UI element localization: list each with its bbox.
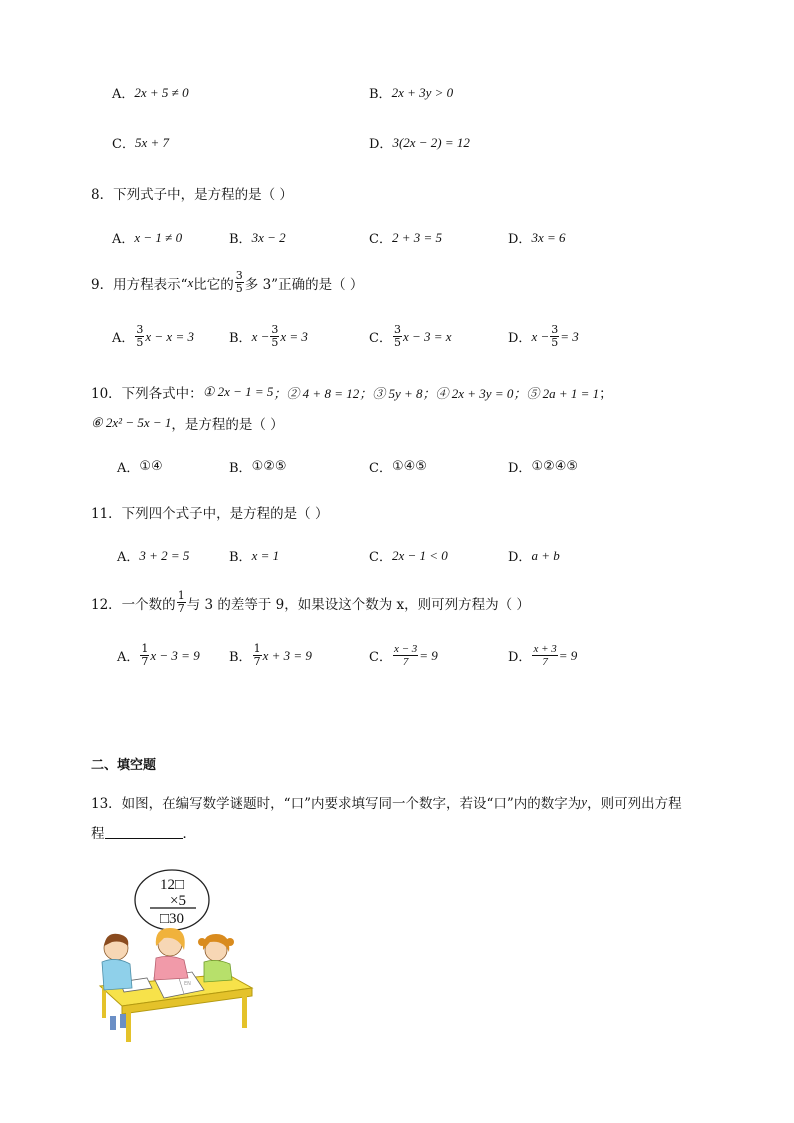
option-expr: 3x − 2 bbox=[251, 229, 286, 245]
fraction bbox=[235, 270, 244, 295]
stem-text: ，是方程的是（ ） bbox=[171, 417, 284, 433]
fraction bbox=[270, 324, 279, 349]
option-label: B． bbox=[229, 461, 252, 476]
q12-option-d[interactable] bbox=[508, 643, 577, 668]
fraction bbox=[177, 590, 186, 615]
q7-option-d[interactable] bbox=[369, 133, 470, 152]
option-expr: = 3 bbox=[560, 328, 579, 344]
formula-2: ；② 4 + 8 = 12 bbox=[273, 385, 360, 401]
q9-option-b[interactable] bbox=[229, 324, 308, 349]
fraction-numerator: x − 3 bbox=[393, 643, 418, 655]
option-label: C． bbox=[369, 232, 392, 247]
option-expr: x − 3 = x bbox=[402, 328, 452, 344]
option-expr: = 9 bbox=[419, 647, 438, 663]
stem-text: 多 3”正确的是（ ） bbox=[244, 276, 364, 293]
fraction-denominator: 7 bbox=[253, 655, 261, 668]
fraction-denominator: 7 bbox=[141, 655, 149, 668]
q11-stem: 11．下列四个式子中，是方程的是（ ） bbox=[91, 506, 329, 522]
option-label: B． bbox=[229, 331, 252, 346]
option-expr: ①②④⑤ bbox=[531, 459, 579, 474]
option-expr: x = 1 bbox=[251, 547, 280, 563]
option-label: B． bbox=[229, 550, 252, 565]
speech-bubble bbox=[135, 870, 209, 930]
q10-option-a[interactable] bbox=[117, 457, 163, 476]
option-expr: 3(2x − 2) = 12 bbox=[392, 134, 470, 150]
q10-stem-line1 bbox=[91, 382, 613, 402]
q12-option-c[interactable] bbox=[369, 643, 438, 668]
q10-option-c[interactable] bbox=[369, 457, 427, 476]
stem-text: ． bbox=[182, 826, 196, 842]
q9-option-d[interactable] bbox=[508, 324, 579, 349]
fraction-numerator: 1 bbox=[177, 589, 185, 602]
stem-var: y bbox=[581, 794, 588, 809]
puzzle-bottom: □30 bbox=[159, 911, 185, 927]
fraction bbox=[393, 324, 402, 349]
formula-4: ；④ 2x + 3y = 0 bbox=[422, 385, 514, 401]
q8-option-a[interactable] bbox=[112, 228, 182, 247]
option-label: A． bbox=[112, 232, 135, 247]
fraction-denominator: 7 bbox=[177, 602, 185, 615]
q9-option-c[interactable] bbox=[369, 324, 452, 349]
q10-stem-line2 bbox=[91, 413, 284, 433]
fraction-numerator: 3 bbox=[271, 323, 279, 336]
option-expr: ①④⑤ bbox=[391, 459, 427, 474]
option-expr: x − 1 ≠ 0 bbox=[134, 229, 183, 245]
stem-text: 10．下列各式中： bbox=[91, 386, 203, 402]
fraction bbox=[550, 324, 559, 349]
fraction-numerator: 1 bbox=[141, 642, 149, 655]
option-expr: 2x + 3y > 0 bbox=[391, 84, 454, 100]
option-label: D． bbox=[369, 137, 393, 152]
option-label: D． bbox=[508, 331, 532, 346]
fraction-denominator: 5 bbox=[551, 336, 559, 349]
option-label: C． bbox=[369, 461, 392, 476]
q9-stem bbox=[91, 270, 363, 295]
fraction bbox=[135, 324, 144, 349]
option-label: C． bbox=[369, 550, 392, 565]
child-right bbox=[198, 934, 234, 982]
puzzle-mid: ×5 bbox=[170, 893, 186, 909]
q11-option-c[interactable] bbox=[369, 546, 448, 565]
fraction-denominator: 7 bbox=[542, 656, 548, 668]
stem-text: 比它的 bbox=[193, 276, 234, 293]
stem-text: 与 3 的差等于 9，如果设这个数为 x，则可列方程为（ ） bbox=[186, 596, 530, 613]
q10-option-b[interactable] bbox=[229, 457, 287, 476]
option-expr: 2x − 1 < 0 bbox=[391, 547, 448, 563]
option-label: D． bbox=[508, 650, 532, 665]
option-label: B． bbox=[229, 650, 252, 665]
option-label: A． bbox=[112, 87, 135, 102]
q7-option-a[interactable] bbox=[112, 83, 189, 102]
stem-text: 程 bbox=[91, 826, 105, 842]
fraction-denominator: 5 bbox=[235, 282, 243, 295]
option-label: B． bbox=[369, 87, 392, 102]
fraction-numerator: 3 bbox=[393, 323, 401, 336]
q12-stem bbox=[91, 590, 530, 615]
fraction-denominator: 5 bbox=[271, 336, 279, 349]
fraction-numerator: x + 3 bbox=[533, 643, 557, 655]
q7-option-b[interactable] bbox=[369, 83, 453, 102]
fraction-numerator: 3 bbox=[235, 269, 243, 282]
option-expr: 3x = 6 bbox=[531, 229, 566, 245]
option-label: A． bbox=[117, 550, 140, 565]
option-expr: ①②⑤ bbox=[251, 459, 287, 474]
section-heading: 二、填空题 bbox=[91, 758, 157, 773]
option-expr: ①④ bbox=[139, 459, 163, 474]
fraction bbox=[532, 643, 557, 668]
option-expr: a + b bbox=[531, 547, 560, 563]
q8-option-d[interactable] bbox=[508, 228, 565, 247]
formula-5: ；⑤ 2a + 1 = 1 bbox=[513, 385, 600, 401]
q8-option-b[interactable] bbox=[229, 228, 286, 247]
fraction-denominator: 7 bbox=[402, 656, 409, 668]
option-pre: x − bbox=[251, 328, 270, 344]
fraction bbox=[140, 643, 149, 668]
q12-option-b[interactable] bbox=[229, 643, 312, 668]
option-label: A． bbox=[117, 461, 140, 476]
formula-1: ① 2x − 1 = 5 bbox=[202, 384, 274, 399]
option-expr: 3 + 2 = 5 bbox=[139, 547, 190, 563]
q7-option-c[interactable] bbox=[112, 133, 169, 152]
formula-6: ⑥ 2x² − 5x − 1 bbox=[91, 415, 172, 430]
option-label: B． bbox=[229, 232, 252, 247]
q11-option-d[interactable] bbox=[508, 546, 560, 565]
option-label: C． bbox=[369, 650, 392, 665]
answer-blank[interactable] bbox=[105, 826, 183, 839]
option-label: A． bbox=[112, 331, 135, 346]
book-label: EN bbox=[184, 981, 191, 987]
fraction-numerator: 3 bbox=[136, 323, 144, 336]
option-label: C． bbox=[369, 331, 392, 346]
option-expr: 2 + 3 = 5 bbox=[391, 229, 442, 245]
q8-stem: 8．下列式子中，是方程的是（ ） bbox=[91, 187, 293, 203]
option-expr: 2x + 5 ≠ 0 bbox=[134, 84, 189, 100]
q8-option-c[interactable] bbox=[369, 228, 442, 247]
puzzle-top: 12□ bbox=[159, 877, 185, 893]
child-middle bbox=[154, 928, 188, 980]
fraction bbox=[393, 643, 418, 668]
q9-option-a[interactable] bbox=[112, 324, 194, 349]
option-pre: x − bbox=[531, 328, 550, 344]
stem-var: x bbox=[187, 274, 194, 290]
option-expr: 5x + 7 bbox=[134, 134, 169, 150]
fraction-denominator: 5 bbox=[393, 336, 401, 349]
option-label: D． bbox=[508, 461, 532, 476]
q13-stem-line1 bbox=[91, 792, 682, 812]
fraction-numerator: 1 bbox=[253, 642, 261, 655]
fraction-numerator: 3 bbox=[551, 323, 559, 336]
q10-option-d[interactable] bbox=[508, 457, 578, 476]
separator: ； bbox=[599, 386, 613, 402]
q11-option-a[interactable] bbox=[117, 546, 189, 565]
fraction-denominator: 5 bbox=[136, 336, 144, 349]
q13-stem-line2 bbox=[91, 822, 196, 842]
option-label: C． bbox=[112, 137, 135, 152]
formula-3: ；③ 5y + 8 bbox=[359, 385, 423, 401]
stem-text: 12．一个数的 bbox=[91, 596, 176, 613]
stem-text: ，则可列出方程 bbox=[587, 796, 682, 812]
option-expr: x − 3 = 9 bbox=[150, 647, 200, 663]
option-expr: x + 3 = 9 bbox=[262, 647, 312, 663]
option-label: D． bbox=[508, 550, 532, 565]
option-label: A． bbox=[117, 650, 140, 665]
q11-option-b[interactable] bbox=[229, 546, 279, 565]
option-expr: = 9 bbox=[558, 647, 578, 663]
stem-text: 13．如图，在编写数学谜题时，“口”内要求填写同一个数字，若设“口”内的数字为 bbox=[91, 796, 582, 812]
option-expr: x = 3 bbox=[280, 328, 308, 344]
option-expr: x − x = 3 bbox=[145, 328, 194, 344]
option-label: D． bbox=[508, 232, 532, 247]
children-puzzle-illustration bbox=[92, 866, 257, 1046]
stem-text: 9．用方程表示“ bbox=[91, 276, 188, 293]
q12-option-a[interactable] bbox=[117, 643, 200, 668]
fraction bbox=[253, 643, 262, 668]
